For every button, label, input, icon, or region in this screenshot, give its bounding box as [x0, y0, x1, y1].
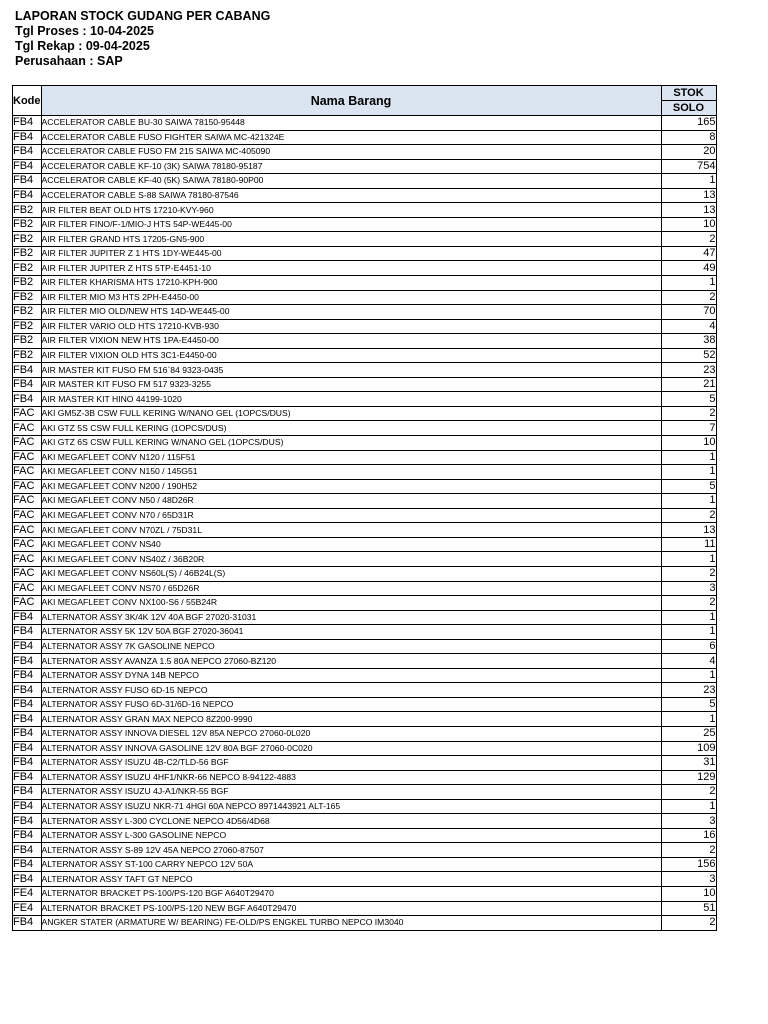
table-row — [13, 785, 717, 800]
cell-stok-solo: 13 — [661, 188, 716, 203]
cell-kode: FB4 — [13, 770, 42, 785]
cell-kode: FAC — [13, 494, 42, 509]
cell-nama-barang: AIR FILTER VIXION OLD HTS 3C1-E4450-00 — [41, 348, 661, 363]
cell-nama-barang: ALTERNATOR ASSY FUSO 6D-15 NEPCO — [41, 683, 661, 698]
cell-stok-solo: 10 — [661, 886, 716, 901]
table-row — [13, 581, 717, 596]
cell-stok-solo: 754 — [661, 159, 716, 174]
table-row — [13, 377, 717, 392]
table-row — [13, 566, 717, 581]
cell-kode: FB4 — [13, 145, 42, 160]
cell-stok-solo: 2 — [661, 406, 716, 421]
cell-nama-barang: AKI MEGAFLEET CONV N50 / 48D26R — [41, 494, 661, 509]
cell-kode: FE4 — [13, 886, 42, 901]
cell-stok-solo: 49 — [661, 261, 716, 276]
stock-table — [12, 85, 717, 931]
cell-nama-barang: ALTERNATOR ASSY TAFT GT NEPCO — [41, 872, 661, 887]
cell-kode: FB2 — [13, 348, 42, 363]
cell-stok-solo: 5 — [661, 479, 716, 494]
cell-nama-barang: ACCELERATOR CABLE FUSO FIGHTER SAIWA MC-421324E — [41, 130, 661, 145]
table-body — [13, 116, 717, 931]
table-row — [13, 770, 717, 785]
cell-nama-barang: ACCELERATOR CABLE KF-40 (5K) SAIWA 78180-90P00 — [41, 174, 661, 189]
cell-stok-solo: 1 — [661, 799, 716, 814]
cell-nama-barang: ALTERNATOR ASSY INNOVA GASOLINE 12V 80A BGF 27060-0C020 — [41, 741, 661, 756]
cell-nama-barang: AIR FILTER VIXION NEW HTS 1PA-E4450-00 — [41, 334, 661, 349]
cell-stok-solo: 21 — [661, 377, 716, 392]
cell-kode: FB2 — [13, 276, 42, 291]
cell-stok-solo: 129 — [661, 770, 716, 785]
cell-stok-solo: 4 — [661, 319, 716, 334]
cell-nama-barang: AIR FILTER KHARISMA HTS 17210-KPH-900 — [41, 276, 661, 291]
cell-nama-barang: ALTERNATOR ASSY DYNA 14B NEPCO — [41, 668, 661, 683]
cell-stok-solo: 3 — [661, 814, 716, 829]
cell-stok-solo: 10 — [661, 217, 716, 232]
table-row — [13, 217, 717, 232]
cell-nama-barang: ALTERNATOR ASSY AVANZA 1.5 80A NEPCO 27060-BZ120 — [41, 654, 661, 669]
cell-stok-solo: 3 — [661, 581, 716, 596]
cell-kode: FB2 — [13, 305, 42, 320]
table-row — [13, 145, 717, 160]
cell-stok-solo: 11 — [661, 537, 716, 552]
cell-nama-barang: ALTERNATOR ASSY L-300 GASOLINE NEPCO — [41, 828, 661, 843]
cell-stok-solo: 1 — [661, 174, 716, 189]
cell-nama-barang: ALTERNATOR ASSY FUSO 6D-31/6D-16 NEPCO — [41, 697, 661, 712]
cell-stok-solo: 4 — [661, 654, 716, 669]
cell-stok-solo: 1 — [661, 668, 716, 683]
process-date: Tgl Proses : 10-04-2025 — [15, 24, 154, 38]
cell-kode: FAC — [13, 523, 42, 538]
table-row — [13, 828, 717, 843]
table-row — [13, 741, 717, 756]
table-row — [13, 392, 717, 407]
cell-nama-barang: AIR FILTER MIO M3 HTS 2PH-E4450-00 — [41, 290, 661, 305]
cell-kode: FB2 — [13, 290, 42, 305]
table-row — [13, 436, 717, 451]
table-row — [13, 246, 717, 261]
table-row — [13, 886, 717, 901]
column-header-kode: Kode — [13, 86, 42, 116]
report-title: LAPORAN STOCK GUDANG PER CABANG — [15, 9, 271, 23]
table-row — [13, 814, 717, 829]
cell-nama-barang: AKI MEGAFLEET CONV NS60L(S) / 46B24L(S) — [41, 566, 661, 581]
cell-kode: FAC — [13, 596, 42, 611]
cell-kode: FB4 — [13, 741, 42, 756]
table-row — [13, 494, 717, 509]
cell-nama-barang: ALTERNATOR BRACKET PS-100/PS-120 BGF A640T29470 — [41, 886, 661, 901]
table-row — [13, 406, 717, 421]
cell-nama-barang: AKI MEGAFLEET CONV N70ZL / 75D31L — [41, 523, 661, 538]
table-row — [13, 537, 717, 552]
cell-kode: FB4 — [13, 392, 42, 407]
cell-stok-solo: 2 — [661, 596, 716, 611]
cell-nama-barang: AKI GM5Z-3B CSW FULL KERING W/NANO GEL (1OPCS/DUS) — [41, 406, 661, 421]
table-row — [13, 421, 717, 436]
cell-kode: FB4 — [13, 916, 42, 931]
cell-kode: FB4 — [13, 116, 42, 131]
cell-nama-barang: ACCELERATOR CABLE FUSO FM 215 SAIWA MC-405090 — [41, 145, 661, 160]
cell-kode: FB2 — [13, 203, 42, 218]
cell-nama-barang: AKI MEGAFLEET CONV NS40 — [41, 537, 661, 552]
column-header-solo: SOLO — [661, 101, 716, 116]
cell-stok-solo: 51 — [661, 901, 716, 916]
cell-stok-solo: 2 — [661, 232, 716, 247]
table-row — [13, 843, 717, 858]
cell-kode: FAC — [13, 508, 42, 523]
cell-stok-solo: 23 — [661, 363, 716, 378]
cell-kode: FB2 — [13, 217, 42, 232]
cell-kode: FB4 — [13, 726, 42, 741]
cell-kode: FB4 — [13, 756, 42, 771]
cell-kode: FB4 — [13, 174, 42, 189]
cell-nama-barang: AIR MASTER KIT HINO 44199-1020 — [41, 392, 661, 407]
cell-kode: FB4 — [13, 872, 42, 887]
cell-kode: FB4 — [13, 625, 42, 640]
cell-nama-barang: AKI GTZ 5S CSW FULL KERING (1OPCS/DUS) — [41, 421, 661, 436]
cell-stok-solo: 70 — [661, 305, 716, 320]
table-row — [13, 596, 717, 611]
table-row — [13, 479, 717, 494]
cell-nama-barang: ALTERNATOR ASSY GRAN MAX NEPCO 8Z200-9990 — [41, 712, 661, 727]
recap-date: Tgl Rekap : 09-04-2025 — [15, 39, 150, 53]
cell-nama-barang: AKI MEGAFLEET CONV NX100-S6 / 55B24R — [41, 596, 661, 611]
cell-nama-barang: AKI MEGAFLEET CONV NS70 / 65D26R — [41, 581, 661, 596]
cell-kode: FB4 — [13, 828, 42, 843]
cell-stok-solo: 1 — [661, 610, 716, 625]
cell-nama-barang: ALTERNATOR ASSY 3K/4K 12V 40A BGF 27020-31031 — [41, 610, 661, 625]
cell-stok-solo: 1 — [661, 712, 716, 727]
column-header-nama-barang: Nama Barang — [41, 86, 661, 116]
cell-stok-solo: 2 — [661, 508, 716, 523]
table-row — [13, 799, 717, 814]
table-row — [13, 712, 717, 727]
cell-nama-barang: ACCELERATOR CABLE S-88 SAIWA 78180-87546 — [41, 188, 661, 203]
table-row — [13, 363, 717, 378]
cell-stok-solo: 20 — [661, 145, 716, 160]
table-row — [13, 857, 717, 872]
cell-kode: FB4 — [13, 188, 42, 203]
cell-stok-solo: 2 — [661, 916, 716, 931]
cell-kode: FB4 — [13, 668, 42, 683]
table-row — [13, 654, 717, 669]
table-row — [13, 552, 717, 567]
column-header-stok: STOK — [661, 86, 716, 101]
cell-kode: FB4 — [13, 785, 42, 800]
cell-nama-barang: AIR FILTER GRAND HTS 17205-GN5-900 — [41, 232, 661, 247]
table-row — [13, 203, 717, 218]
cell-stok-solo: 1 — [661, 552, 716, 567]
table-row — [13, 232, 717, 247]
table-row — [13, 697, 717, 712]
cell-stok-solo: 8 — [661, 130, 716, 145]
cell-stok-solo: 1 — [661, 276, 716, 291]
table-row — [13, 276, 717, 291]
cell-kode: FAC — [13, 465, 42, 480]
cell-stok-solo: 2 — [661, 843, 716, 858]
cell-nama-barang: AKI GTZ 6S CSW FULL KERING W/NANO GEL (1OPCS/DUS) — [41, 436, 661, 451]
table-row — [13, 334, 717, 349]
table-row — [13, 450, 717, 465]
cell-kode: FB2 — [13, 246, 42, 261]
cell-kode: FB2 — [13, 232, 42, 247]
cell-kode: FB4 — [13, 814, 42, 829]
table-row — [13, 159, 717, 174]
table-row — [13, 625, 717, 640]
cell-kode: FB2 — [13, 334, 42, 349]
cell-nama-barang: ALTERNATOR ASSY ST-100 CARRY NEPCO 12V 50A — [41, 857, 661, 872]
cell-stok-solo: 25 — [661, 726, 716, 741]
table-row — [13, 756, 717, 771]
cell-stok-solo: 52 — [661, 348, 716, 363]
cell-stok-solo: 2 — [661, 785, 716, 800]
table-row — [13, 916, 717, 931]
cell-nama-barang: ALTERNATOR ASSY ISUZU 4J-A1/NKR-55 BGF — [41, 785, 661, 800]
table-row — [13, 668, 717, 683]
cell-stok-solo: 5 — [661, 392, 716, 407]
company-name: Perusahaan : SAP — [15, 54, 123, 68]
cell-stok-solo: 1 — [661, 494, 716, 509]
cell-kode: FB4 — [13, 363, 42, 378]
cell-nama-barang: ALTERNATOR ASSY 5K 12V 50A BGF 27020-36041 — [41, 625, 661, 640]
table-row — [13, 188, 717, 203]
cell-stok-solo: 13 — [661, 203, 716, 218]
cell-nama-barang: AIR MASTER KIT FUSO FM 516`84 9323-0435 — [41, 363, 661, 378]
cell-nama-barang: ALTERNATOR ASSY 7K GASOLINE NEPCO — [41, 639, 661, 654]
table-header — [13, 86, 717, 116]
cell-stok-solo: 6 — [661, 639, 716, 654]
cell-nama-barang: AIR FILTER JUPITER Z 1 HTS 1DY-WE445-00 — [41, 246, 661, 261]
cell-stok-solo: 7 — [661, 421, 716, 436]
cell-kode: FAC — [13, 537, 42, 552]
table-row — [13, 726, 717, 741]
cell-nama-barang: ALTERNATOR ASSY L-300 CYCLONE NEPCO 4D56/4D68 — [41, 814, 661, 829]
table-row — [13, 523, 717, 538]
cell-kode: FB4 — [13, 159, 42, 174]
table-row — [13, 872, 717, 887]
cell-stok-solo: 156 — [661, 857, 716, 872]
table-row — [13, 683, 717, 698]
cell-stok-solo: 3 — [661, 872, 716, 887]
cell-nama-barang: AIR FILTER JUPITER Z HTS 5TP-E4451-10 — [41, 261, 661, 276]
cell-stok-solo: 5 — [661, 697, 716, 712]
cell-nama-barang: AIR MASTER KIT FUSO FM 517 9323-3255 — [41, 377, 661, 392]
cell-kode: FB2 — [13, 319, 42, 334]
cell-nama-barang: AKI MEGAFLEET CONV NS40Z / 36B20R — [41, 552, 661, 567]
table-row — [13, 116, 717, 131]
table-row — [13, 610, 717, 625]
cell-kode: FAC — [13, 479, 42, 494]
cell-stok-solo: 1 — [661, 465, 716, 480]
cell-kode: FB4 — [13, 857, 42, 872]
cell-kode: FB4 — [13, 654, 42, 669]
cell-kode: FAC — [13, 450, 42, 465]
cell-nama-barang: AIR FILTER BEAT OLD HTS 17210-KVY-960 — [41, 203, 661, 218]
cell-stok-solo: 16 — [661, 828, 716, 843]
table-row — [13, 174, 717, 189]
cell-kode: FB4 — [13, 130, 42, 145]
cell-nama-barang: ALTERNATOR ASSY ISUZU 4HF1/NKR-66 NEPCO 8-94122-4883 — [41, 770, 661, 785]
cell-stok-solo: 31 — [661, 756, 716, 771]
cell-nama-barang: ALTERNATOR ASSY S-89 12V 45A NEPCO 27060-87507 — [41, 843, 661, 858]
cell-stok-solo: 13 — [661, 523, 716, 538]
cell-kode: FB4 — [13, 639, 42, 654]
cell-nama-barang: ALTERNATOR ASSY ISUZU 4B-C2/TLD-56 BGF — [41, 756, 661, 771]
cell-stok-solo: 165 — [661, 116, 716, 131]
cell-nama-barang: AKI MEGAFLEET CONV N120 / 115F51 — [41, 450, 661, 465]
cell-nama-barang: ACCELERATOR CABLE KF-10 (3K) SAIWA 78180-95187 — [41, 159, 661, 174]
cell-kode: FB2 — [13, 261, 42, 276]
cell-stok-solo: 1 — [661, 450, 716, 465]
cell-kode: FB4 — [13, 843, 42, 858]
report-header — [15, 9, 270, 69]
table-row — [13, 319, 717, 334]
cell-nama-barang: AIR FILTER FINO/F-1/MIO-J HTS 54P-WE445-00 — [41, 217, 661, 232]
table-row — [13, 901, 717, 916]
table-row — [13, 639, 717, 654]
cell-kode: FAC — [13, 566, 42, 581]
cell-nama-barang: AKI MEGAFLEET CONV N70 / 65D31R — [41, 508, 661, 523]
table-row — [13, 465, 717, 480]
cell-stok-solo: 47 — [661, 246, 716, 261]
cell-stok-solo: 109 — [661, 741, 716, 756]
cell-kode: FAC — [13, 436, 42, 451]
cell-kode: FAC — [13, 421, 42, 436]
cell-kode: FB4 — [13, 697, 42, 712]
table-row — [13, 348, 717, 363]
cell-stok-solo: 1 — [661, 625, 716, 640]
table-row — [13, 508, 717, 523]
cell-nama-barang: ALTERNATOR BRACKET PS-100/PS-120 NEW BGF A640T29470 — [41, 901, 661, 916]
cell-stok-solo: 2 — [661, 290, 716, 305]
cell-nama-barang: AIR FILTER MIO OLD/NEW HTS 14D-WE445-00 — [41, 305, 661, 320]
cell-kode: FB4 — [13, 799, 42, 814]
cell-kode: FAC — [13, 406, 42, 421]
cell-nama-barang: AKI MEGAFLEET CONV N150 / 145G51 — [41, 465, 661, 480]
cell-kode: FB4 — [13, 377, 42, 392]
cell-nama-barang: ALTERNATOR ASSY ISUZU NKR-71 4HGI 60A NEPCO 8971443921 ALT-165 — [41, 799, 661, 814]
cell-stok-solo: 38 — [661, 334, 716, 349]
cell-nama-barang: AIR FILTER VARIO OLD HTS 17210-KVB-930 — [41, 319, 661, 334]
cell-kode: FE4 — [13, 901, 42, 916]
cell-kode: FB4 — [13, 610, 42, 625]
cell-nama-barang: AKI MEGAFLEET CONV N200 / 190H52 — [41, 479, 661, 494]
cell-kode: FAC — [13, 552, 42, 567]
cell-kode: FAC — [13, 581, 42, 596]
cell-kode: FB4 — [13, 683, 42, 698]
cell-nama-barang: ALTERNATOR ASSY INNOVA DIESEL 12V 85A NEPCO 27060-0L020 — [41, 726, 661, 741]
cell-stok-solo: 2 — [661, 566, 716, 581]
table-row — [13, 130, 717, 145]
cell-kode: FB4 — [13, 712, 42, 727]
table-row — [13, 290, 717, 305]
table-row — [13, 261, 717, 276]
cell-nama-barang: ANGKER STATER (ARMATURE W/ BEARING) FE-OLD/PS ENGKEL TURBO NEPCO IM3040 — [41, 916, 661, 931]
cell-stok-solo: 10 — [661, 436, 716, 451]
cell-stok-solo: 23 — [661, 683, 716, 698]
table-row — [13, 305, 717, 320]
cell-nama-barang: ACCELERATOR CABLE BU-30 SAIWA 78150-95448 — [41, 116, 661, 131]
